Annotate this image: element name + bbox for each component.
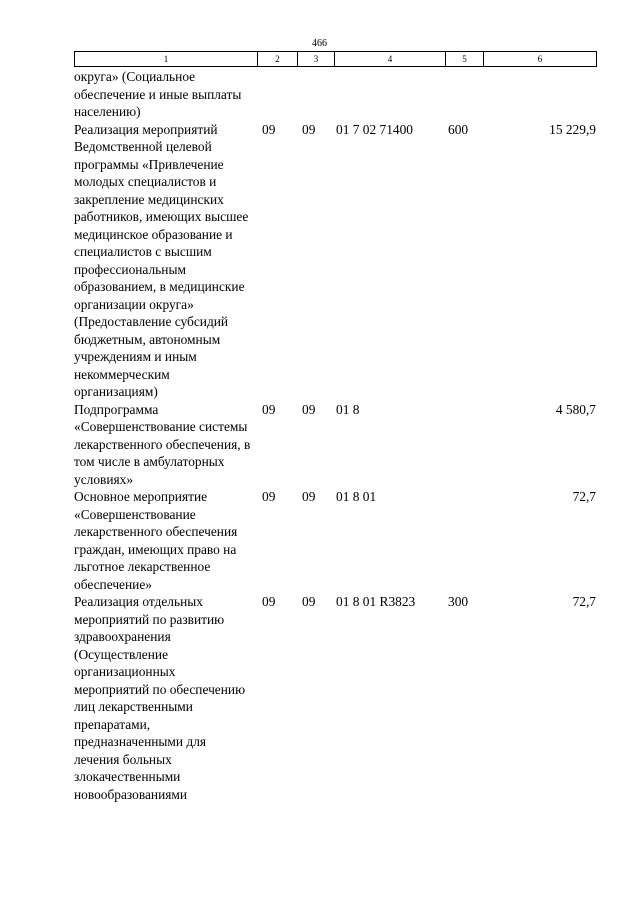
budget-table [74, 68, 596, 803]
header-col-3: 3 [298, 52, 335, 67]
row-expense-type [445, 401, 483, 489]
row-subsection: 09 [302, 121, 316, 137]
row-amount: 72,7 [572, 594, 596, 609]
header-col-6: 6 [484, 52, 597, 67]
table-header [74, 51, 597, 67]
row-subsection [297, 68, 334, 121]
row-target-code: 01 8 01 [336, 489, 377, 504]
row-amount: 72,7 [572, 489, 596, 504]
row-target-code: 01 7 02 71400 [336, 121, 413, 137]
row-expense-type [445, 68, 483, 121]
page-number: 466 [312, 38, 327, 49]
header-col-5: 5 [446, 52, 484, 67]
row-name: округа» (Социальное обеспечение и иные выплаты населению) [74, 69, 242, 119]
row-section: 09 [262, 121, 276, 137]
header-col-1: 1 [75, 52, 258, 67]
row-target-code: 01 8 01 R3823 [336, 594, 416, 609]
row-name: Подпрограмма «Совершенствование системы лекарственного обеспечения, в том числе в амбулаторных условиях» [74, 401, 251, 487]
row-target-code: 01 8 [336, 401, 360, 417]
row-subsection: 09 [302, 401, 316, 417]
table-row [74, 121, 596, 401]
header-col-2: 2 [258, 52, 298, 67]
row-expense-type: 600 [448, 121, 469, 137]
row-target-code [334, 68, 445, 121]
row-name: Реализация отдельных мероприятий по развитию здравоохранения (Осуществление организационных мероприятий по обеспечению лиц лекарственными препаратами, предназначенными для лечения больных злокачественными новообразованиями [74, 594, 246, 802]
table-row [74, 401, 596, 489]
row-section: 09 [262, 594, 276, 609]
row-name: Основное мероприятие «Совершенствование лекарственного обеспечения граждан, имеющих право на льготное лекарственное обеспечение» [74, 489, 238, 592]
row-amount: 15 229,9 [549, 121, 596, 137]
row-expense-type [445, 488, 483, 593]
header-col-4: 4 [335, 52, 446, 67]
row-subsection: 09 [302, 594, 316, 609]
row-expense-type: 300 [448, 594, 469, 609]
row-amount [483, 68, 596, 121]
row-name: Реализация мероприятий Ведомственной целевой программы «Привлечение молодых специалистов и закрепление медицинских работников, имеющих высшее медицинское образование и специалистов с высшим профессиональным образованием, в медицинские организации округа» (Предоставление субсидий бюджетным, автономным учреждениям и иным некоммерческим организациям) [74, 121, 249, 399]
table-row [74, 593, 596, 803]
table-row [74, 488, 596, 593]
row-subsection: 09 [302, 489, 316, 504]
row-section [257, 68, 297, 121]
row-amount: 4 580,7 [555, 401, 596, 417]
table-row [74, 68, 596, 121]
row-section: 09 [262, 489, 276, 504]
row-section: 09 [262, 401, 276, 417]
header-row [75, 52, 597, 67]
